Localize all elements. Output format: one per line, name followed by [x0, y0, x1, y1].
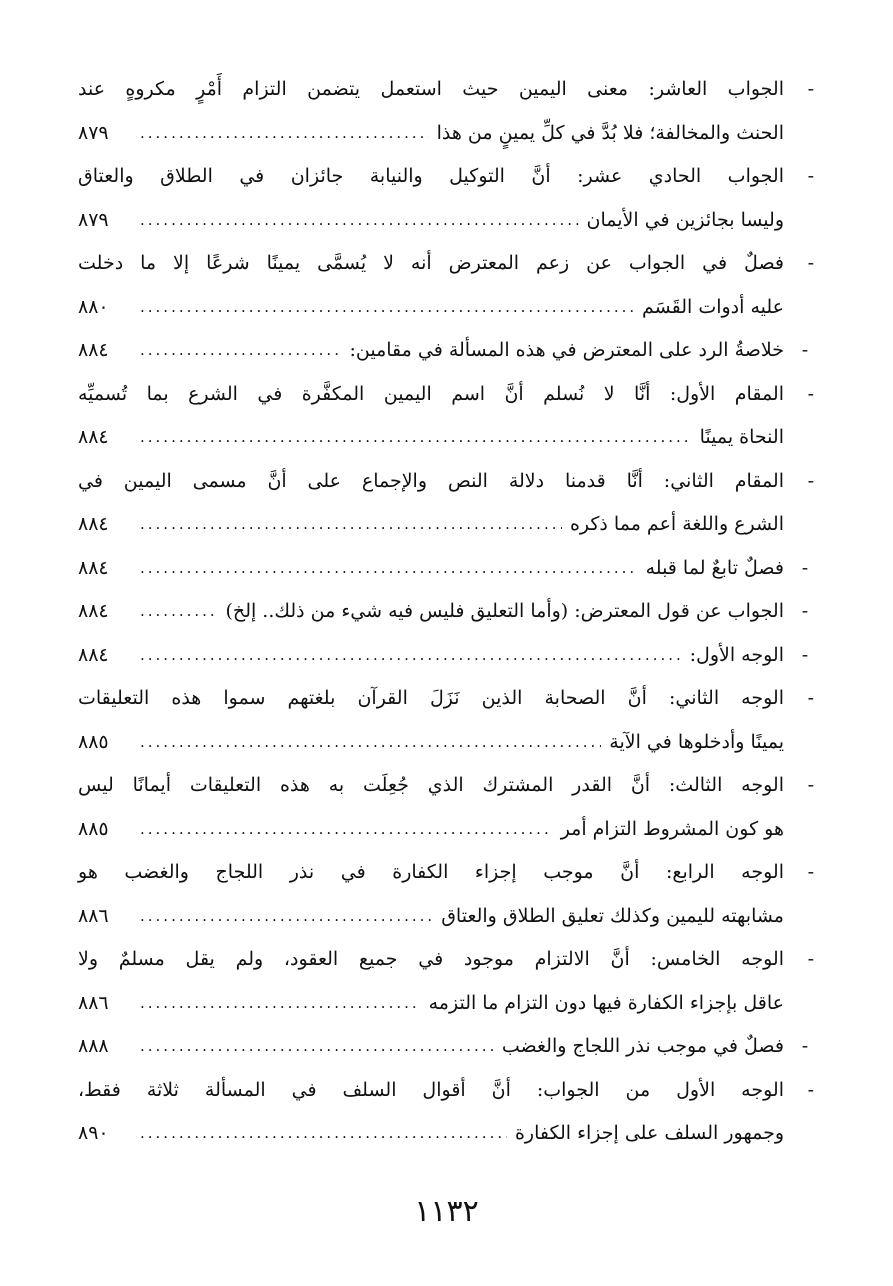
entry-dash: -	[801, 643, 809, 666]
toc-entry-text: الشرع واللغة أعم مما ذكره	[569, 513, 784, 535]
toc-entry-text: الوجه الرابع: أنَّ موجب إجزاء الكفارة في نذر اللجاج والغضب هو	[78, 861, 784, 883]
entry-dash: -	[807, 687, 814, 709]
dot-leader	[140, 286, 634, 330]
entry-dash: -	[807, 165, 814, 187]
toc-entry	[78, 329, 818, 373]
dot-leader	[140, 895, 433, 939]
dot-leader	[140, 1025, 494, 1069]
toc-entry-text: فصلٌ في الجواب عن زعم المعترض أنه لا يُسمَّى يمينًا شرعًا إلا ما دخلت	[78, 252, 784, 274]
toc-entry-text: الجواب العاشر: معنى اليمين حيث استعمل يتضمن التزام أَمْرٍ مكروهٍ عند	[78, 78, 784, 100]
toc-entry	[78, 68, 818, 155]
toc-entry-line	[78, 373, 818, 417]
toc-page-number: ٨٨٦	[78, 904, 109, 927]
dot-leader	[140, 416, 692, 460]
entry-dash: -	[807, 861, 814, 883]
toc-page-number: ٨٨٠	[78, 295, 109, 318]
entry-dash: -	[807, 1078, 814, 1101]
toc-entry-text: فصلٌ في موجب نذر اللجاج والغضب	[501, 1035, 784, 1057]
dot-leader	[140, 199, 579, 243]
toc-entry-text: فصلٌ تابعٌ لما قبله	[645, 556, 784, 579]
dot-leader	[140, 1112, 507, 1156]
toc-entry-last-line	[78, 895, 818, 939]
toc-entry-text: وجمهور السلف على إجزاء الكفارة	[514, 1122, 784, 1144]
toc-page-number: ٨٨٤	[78, 600, 109, 622]
entry-dash: -	[807, 78, 814, 100]
toc-entry-text: الجواب عن قول المعترض: (وأما التعليق فليس فيه شيء من ذلك.. إلخ)	[225, 600, 784, 622]
toc-page-number: ٨٨٤	[78, 513, 109, 535]
dot-leader	[140, 982, 421, 1026]
entry-dash: -	[807, 252, 814, 274]
toc-entry-last-line	[78, 329, 818, 373]
toc-entry-last-line	[78, 634, 818, 678]
toc-entry-last-line	[78, 199, 818, 243]
toc-page-number: ٨٨٥	[78, 817, 109, 840]
toc-page-number: ٨٨٥	[78, 730, 109, 753]
toc-entry-text: الوجه الثاني: أنَّ الصحابة الذين نَزَلَ القرآن بلغتهم سموا هذه التعليقات	[78, 687, 784, 709]
toc-entry-last-line	[78, 982, 818, 1026]
toc-entry-last-line	[78, 286, 818, 330]
toc-entry-text: الوجه الأول:	[689, 643, 784, 666]
dot-leader	[140, 634, 682, 678]
toc-page-number: ٨٨٤	[78, 556, 109, 579]
toc-page-number: ٨٨٤	[78, 643, 109, 666]
toc-entry-last-line	[78, 112, 818, 156]
entry-dash: -	[807, 382, 814, 405]
toc-page-number: ٨٨٨	[78, 1035, 109, 1057]
dot-leader	[140, 590, 218, 634]
toc-entry	[78, 242, 818, 329]
toc-entry	[78, 155, 818, 242]
dot-leader	[140, 112, 429, 156]
toc-entry-last-line	[78, 721, 818, 765]
toc-entry	[78, 547, 818, 591]
toc-entry-last-line	[78, 1112, 818, 1156]
entry-dash: -	[807, 948, 814, 970]
entry-dash: -	[807, 469, 814, 492]
toc-entry	[78, 590, 818, 634]
entry-dash: -	[801, 556, 809, 579]
page-number-footer: ١١٣٢	[414, 1194, 479, 1229]
toc-entry	[78, 677, 818, 764]
toc-entry-line	[78, 242, 818, 286]
toc-entry-text: هو كون المشروط التزام أمر	[560, 817, 784, 840]
toc-entry-line	[78, 1069, 818, 1113]
toc-entry-text: المقام الأول: أنَّا لا نُسلم أنَّ اسم اليمين المكفَّرة في الشرع بما تُسميِّه	[78, 382, 784, 405]
toc-page-number: ٨٨٤	[78, 339, 109, 361]
toc-entry-line	[78, 764, 818, 808]
toc-page-number: ٨٨٤	[78, 426, 109, 448]
toc-page-number: ٨٨٦	[78, 991, 109, 1014]
entry-dash: -	[801, 339, 809, 361]
dot-leader	[140, 503, 562, 547]
toc-entry-line	[78, 677, 818, 721]
toc-entry-text: عاقل بإجزاء الكفارة فيها دون التزام ما التزمه	[428, 991, 784, 1014]
toc-page-number: ٨٧٩	[78, 208, 109, 231]
toc-entry-line	[78, 938, 818, 982]
toc-entry-text: يمينًا وأدخلوها في الآية	[609, 730, 784, 753]
toc-page-number: ٨٧٩	[78, 121, 109, 144]
toc-entry-text: المقام الثاني: أنَّا قدمنا دلالة النص والإجماع على أنَّ مسمى اليمين في	[78, 469, 784, 492]
toc-entry-line	[78, 851, 818, 895]
table-of-contents	[78, 68, 818, 1156]
toc-entry-last-line	[78, 416, 818, 460]
toc-entry-last-line	[78, 547, 818, 591]
dot-leader	[140, 329, 341, 373]
toc-entry	[78, 634, 818, 678]
toc-entry-last-line	[78, 808, 818, 852]
toc-entry-text: الوجه الأول من الجواب: أنَّ أقوال السلف في المسألة ثلاثة فقط،	[78, 1078, 784, 1101]
dot-leader	[140, 547, 638, 591]
dot-leader	[140, 721, 601, 765]
toc-entry	[78, 373, 818, 460]
toc-entry-text: عليه أدوات القَسَم	[642, 295, 784, 318]
toc-entry	[78, 851, 818, 938]
toc-entry-line	[78, 155, 818, 199]
toc-entry	[78, 938, 818, 1025]
toc-page-number: ٨٩٠	[78, 1122, 109, 1144]
toc-entry-text: الحنث والمخالفة؛ فلا بُدَّ في كلِّ يمينٍ من هذا	[436, 121, 784, 144]
toc-entry-line	[78, 460, 818, 504]
entry-dash: -	[801, 600, 809, 622]
toc-entry-text: الوجه الخامس: أنَّ الالتزام موجود في جميع العقود، ولم يقل مسلمٌ ولا	[78, 948, 784, 970]
toc-entry-last-line	[78, 1025, 818, 1069]
toc-entry	[78, 1069, 818, 1156]
toc-entry-text: خلاصةُ الرد على المعترض في هذه المسألة في مقامين:	[349, 339, 784, 361]
toc-entry-text: النحاة يمينًا	[699, 426, 784, 448]
entry-dash: -	[801, 1035, 809, 1057]
toc-entry-last-line	[78, 590, 818, 634]
toc-entry	[78, 1025, 818, 1069]
toc-entry-last-line	[78, 503, 818, 547]
toc-entry	[78, 460, 818, 547]
toc-entry-text: مشابهته لليمين وكذلك تعليق الطلاق والعتاق	[441, 904, 784, 927]
toc-entry-text: الوجه الثالث: أنَّ القدر المشترك الذي جُعِلَت به هذه التعليقات أيمانًا ليس	[78, 774, 784, 796]
entry-dash: -	[807, 774, 814, 796]
dot-leader	[140, 808, 553, 852]
toc-entry-line	[78, 68, 818, 112]
toc-entry-text: الجواب الحادي عشر: أنَّ التوكيل والنيابة جائزان في الطلاق والعتاق	[78, 165, 784, 187]
toc-entry	[78, 764, 818, 851]
toc-entry-text: وليسا بجائزين في الأيمان	[586, 208, 784, 231]
